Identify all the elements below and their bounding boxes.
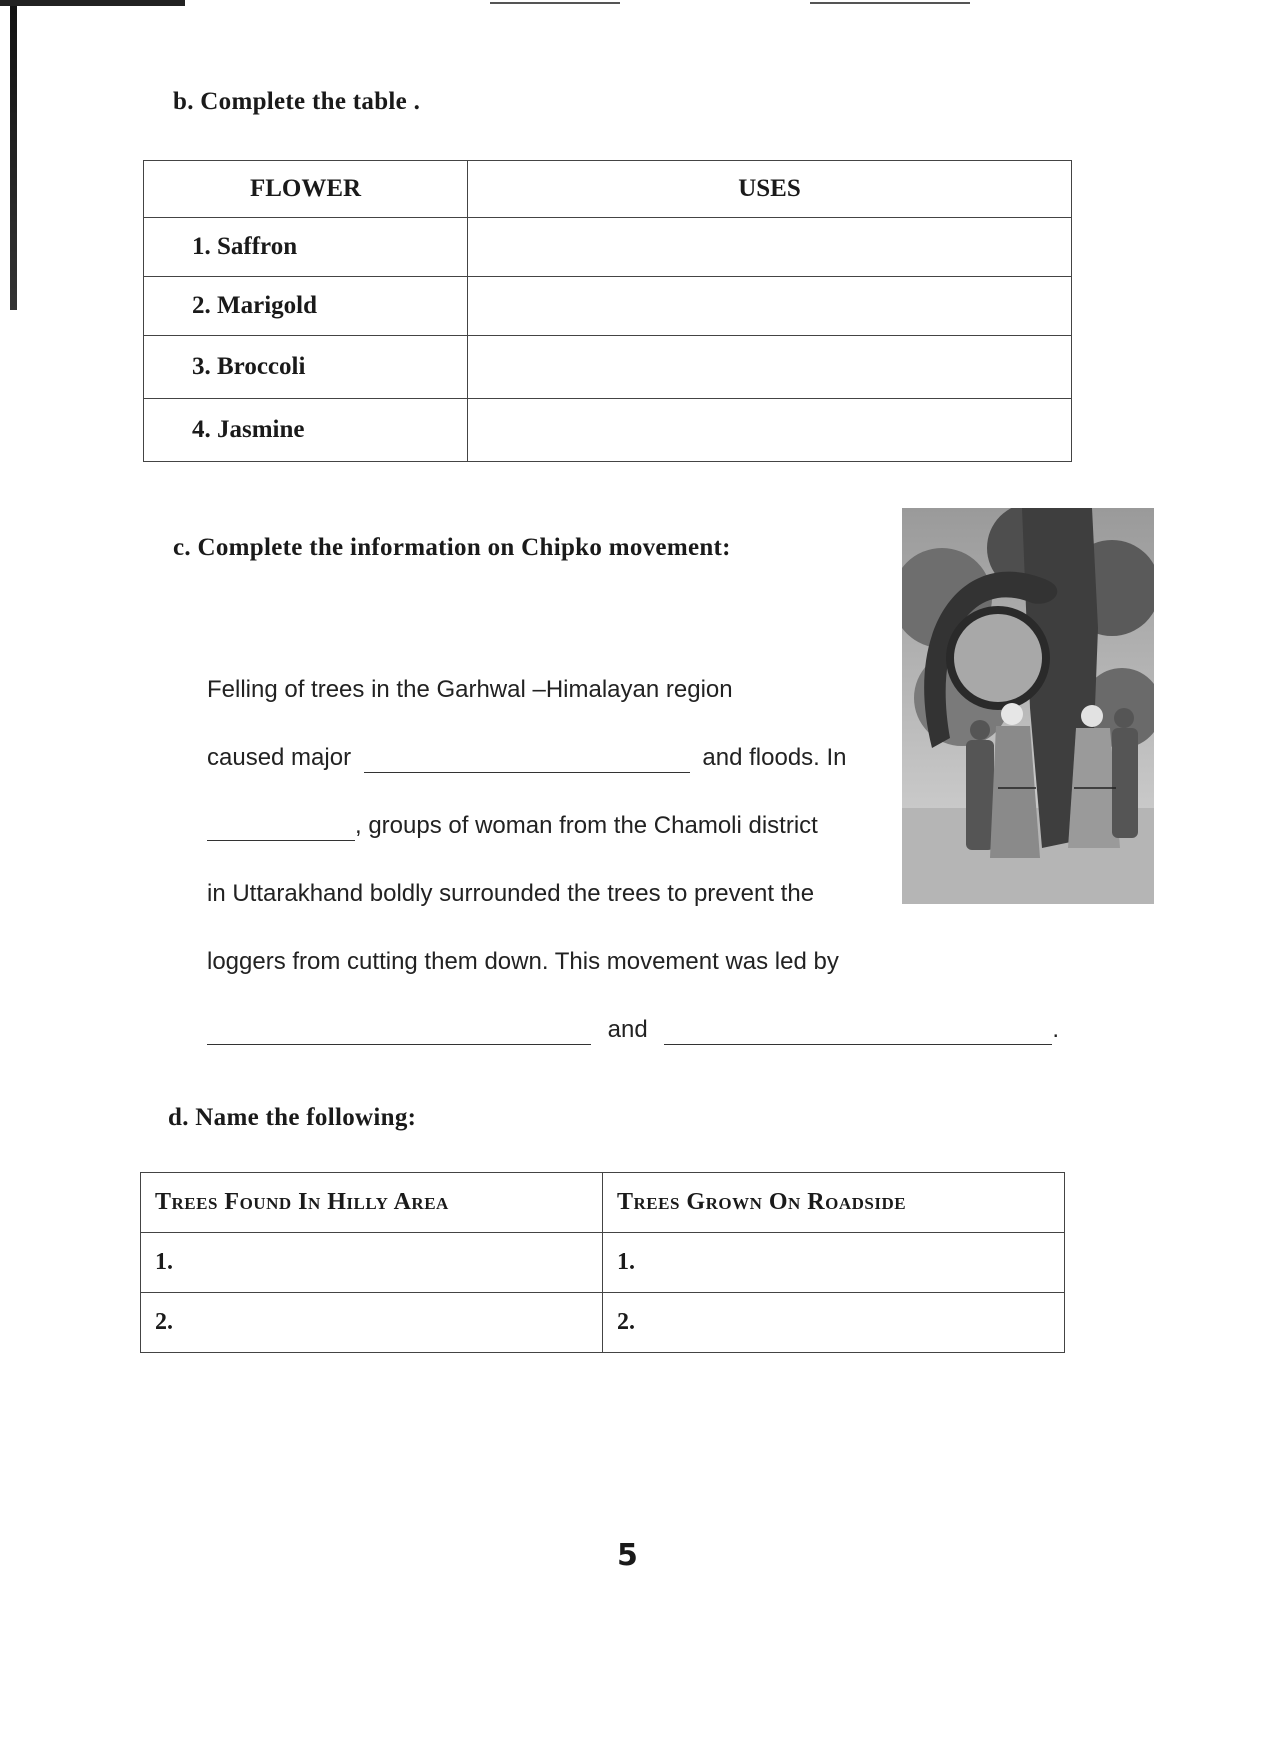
fill-blank-leader-1[interactable]	[207, 1016, 591, 1045]
flower-cell: 3. Broccoli	[144, 336, 468, 399]
column-header-hilly-trees: Trees Found In Hilly Area	[141, 1173, 603, 1233]
hilly-tree-cell[interactable]: 1.	[141, 1233, 603, 1293]
scan-edge	[10, 0, 17, 310]
roadside-tree-cell[interactable]: 2.	[603, 1293, 1065, 1353]
uses-cell[interactable]	[468, 399, 1072, 462]
section-d-heading: d. Name the following:	[168, 1104, 417, 1131]
paragraph-text: , groups of woman from the Chamoli district	[355, 812, 818, 839]
table-row	[144, 218, 1072, 277]
flower-cell: 2. Marigold	[144, 277, 468, 336]
paragraph-text: .	[1052, 1016, 1060, 1043]
table-row	[144, 277, 1072, 336]
section-c-heading: c. Complete the information on Chipko movement:	[173, 534, 731, 561]
page-number: 5	[617, 1538, 638, 1573]
flower-uses-table	[143, 160, 1072, 462]
paragraph-line: in Uttarakhand boldly surrounded the trees to prevent the	[207, 880, 815, 907]
flower-cell: 1. Saffron	[144, 218, 468, 277]
scan-mark	[490, 2, 620, 4]
uses-cell[interactable]	[468, 277, 1072, 336]
paragraph-line: loggers from cutting them down. This movement was led by	[207, 948, 839, 975]
column-header-flower: FLOWER	[144, 161, 468, 218]
scan-edge	[0, 0, 185, 6]
table-row	[144, 399, 1072, 462]
fill-blank-cause[interactable]	[364, 744, 690, 773]
paragraph-line	[207, 1016, 1059, 1045]
fill-blank-leader-2[interactable]	[664, 1016, 1052, 1045]
column-header-roadside-trees: Trees Grown On Roadside	[603, 1173, 1065, 1233]
table-row	[141, 1293, 1065, 1353]
table-header-row	[144, 161, 1072, 218]
chipko-women-hugging-tree-photo	[902, 508, 1154, 904]
hilly-tree-cell[interactable]: 2.	[141, 1293, 603, 1353]
flower-cell: 4. Jasmine	[144, 399, 468, 462]
table-header-row	[141, 1173, 1065, 1233]
paragraph-text: and floods. In	[702, 744, 847, 771]
roadside-tree-cell[interactable]: 1.	[603, 1233, 1065, 1293]
section-b-heading: b. Complete the table .	[173, 88, 421, 115]
scan-mark	[810, 2, 970, 4]
table-row	[144, 336, 1072, 399]
uses-cell[interactable]	[468, 336, 1072, 399]
paragraph-line: Felling of trees in the Garhwal –Himalayan region	[207, 676, 733, 703]
trees-table	[140, 1172, 1065, 1353]
fill-blank-year[interactable]	[207, 812, 355, 841]
paragraph-line	[207, 812, 818, 841]
paragraph-text: and	[607, 1016, 648, 1043]
paragraph-text: caused major	[207, 744, 352, 771]
uses-cell[interactable]	[468, 218, 1072, 277]
paragraph-line	[207, 744, 847, 773]
column-header-uses: USES	[468, 161, 1072, 218]
table-row	[141, 1233, 1065, 1293]
